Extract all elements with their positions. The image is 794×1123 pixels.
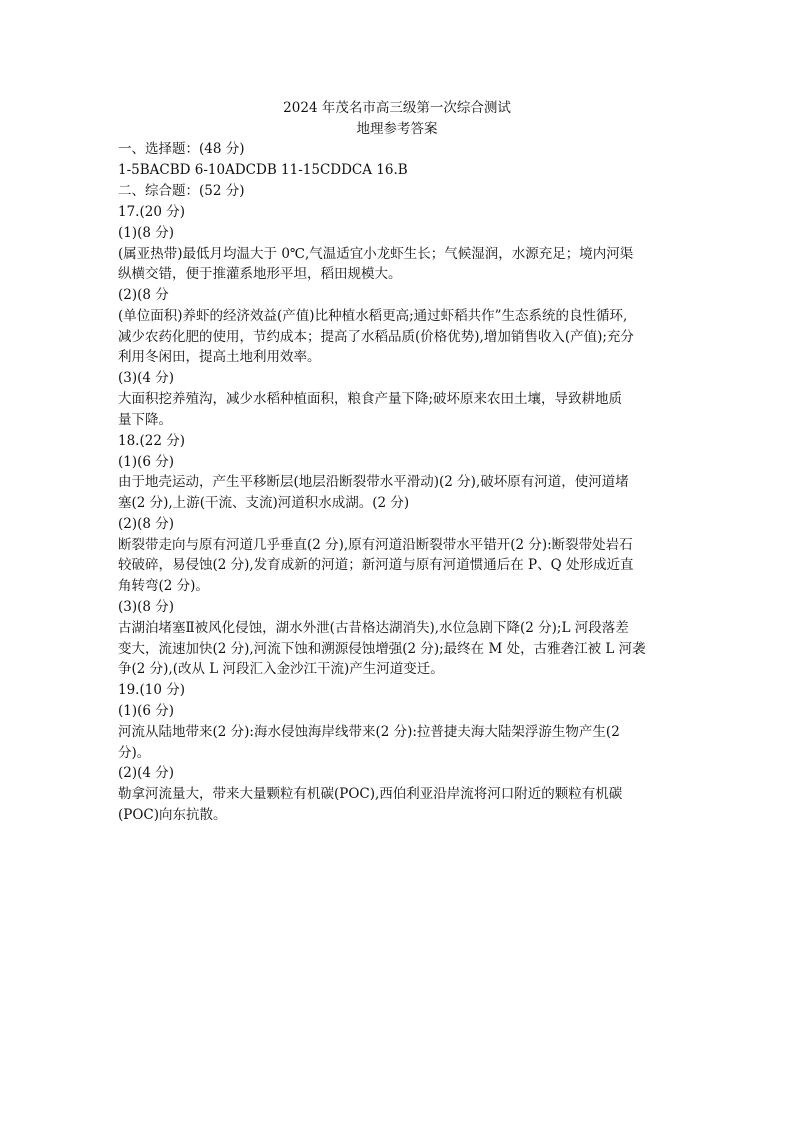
q17-1-text: (属亚热带)最低月均温大于 0℃,气温适宜小龙虾生长；气候湿润，水源充足；境内河渠 — [118, 246, 634, 262]
section-heading-comprehensive: 二、综合题：(52 分) — [118, 183, 245, 199]
q19-2-text: (POC)向东抗散。 — [118, 807, 227, 823]
q17-2-label: (2)(8 分 — [118, 287, 169, 303]
q17-2-text: 利用冬闲田，提高土地利用效率。 — [118, 349, 321, 365]
q19-2-text: 勒拿河流量大，带来大量颗粒有机碳(POC),西伯利亚沿岸流将河口附近的颗粒有机碳 — [118, 786, 623, 802]
q17-label: 17.(20 分) — [118, 204, 185, 220]
q17-3-text: 量下降。 — [118, 412, 172, 428]
q18-label: 18.(22 分) — [118, 433, 185, 449]
q19-2-label: (2)(4 分) — [118, 765, 175, 781]
q19-label: 19.(10 分) — [118, 682, 185, 698]
q18-2-text: 角转弯(2 分)。 — [118, 578, 209, 594]
q18-1-text: 塞(2 分),上游(干流、支流)河道积水成湖。(2 分) — [118, 495, 410, 511]
q18-3-text: 古湖泊堵塞Ⅱ被风化侵蚀，湖水外泄(古昔格达湖消失),水位急剧下降(2 分);L 河段落差 — [118, 620, 629, 636]
q17-1-label: (1)(8 分) — [118, 225, 175, 241]
q18-2-label: (2)(8 分) — [118, 516, 175, 532]
q18-3-text: 争(2 分),(改从 L 河段汇入金沙江干流)产生河道变迁。 — [118, 661, 444, 677]
q17-1-text: 纵横交错，便于推灌系地形平坦，稻田规模大。 — [118, 266, 402, 282]
page-title: 2024 年茂名市高三级第一次综合测试 — [283, 100, 511, 116]
q18-3-text: 变大，流速加快(2 分),河流下蚀和溯源侵蚀增强(2 分);最终在 M 处，古雅砻江被 L 河袭 — [118, 641, 646, 657]
q17-2-text: 减少农药化肥的使用，节约成本；提高了水稻品质(价格优势),增加销售收入(产值);充分 — [118, 329, 634, 345]
q18-2-text: 断裂带走向与原有河道几乎垂直(2 分),原有河道沿断裂带水平错开(2 分):断裂带处岩石 — [118, 537, 633, 553]
q17-3-text: 大面积挖养殖沟，减少水稻种植面积，粮食产量下降;破坏原来农田土壤，导致耕地质 — [118, 391, 623, 407]
q19-1-label: (1)(6 分) — [118, 703, 175, 719]
q18-1-label: (1)(6 分) — [118, 454, 175, 470]
page-subtitle: 地理参考答案 — [356, 121, 438, 137]
q18-3-label: (3)(8 分) — [118, 599, 175, 615]
q17-3-label: (3)(4 分) — [118, 370, 175, 386]
q18-2-text: 较破碎，易侵蚀(2 分),发育成新的河道；新河道与原有河道惯通后在 P、Q 处形成近直 — [118, 557, 634, 573]
q17-2-text: (单位面积)养虾的经济效益(产值)比种植水稻更高;通过虾稻共作”生态系统的良性循环, — [118, 308, 628, 324]
q18-1-text: 由于地壳运动，产生平移断层(地层沿断裂带水平滑动)(2 分),破坏原有河道，使河道堵 — [118, 474, 629, 490]
section-heading-choice: 一、选择题：(48 分) — [118, 141, 245, 157]
q19-1-text: 分)。 — [118, 745, 151, 761]
choice-answers: 1-5BACBD 6-10ADCDB 11-15CDDCA 16.B — [118, 162, 408, 178]
q19-1-text: 河流从陆地带来(2 分):海水侵蚀海岸线带来(2 分):拉普捷夫海大陆架浮游生物产生(2 — [118, 724, 620, 740]
